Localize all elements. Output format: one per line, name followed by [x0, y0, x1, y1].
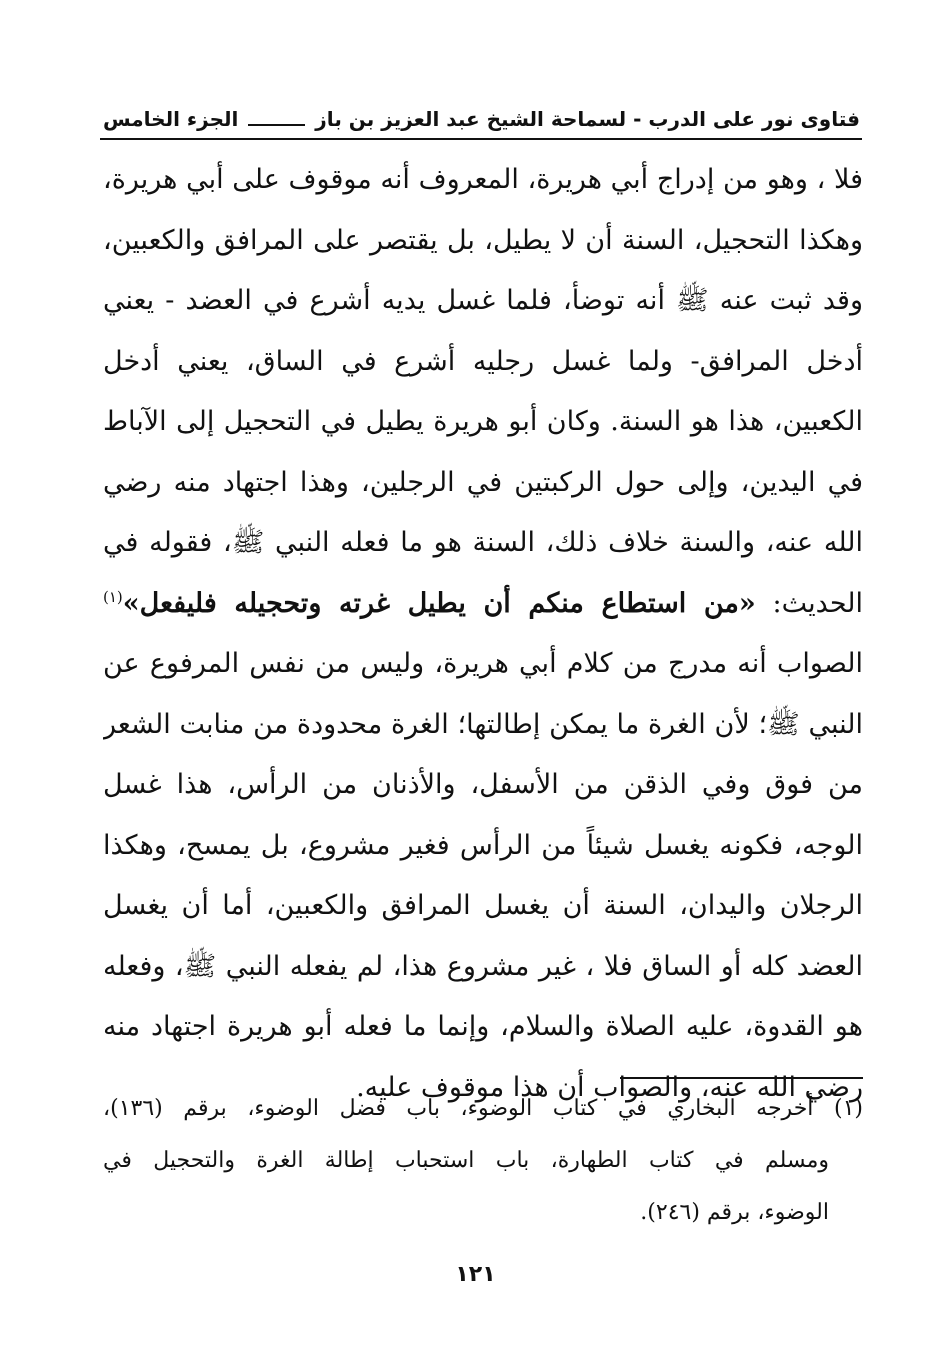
- header-title: فتاوى نور على الدرب - لسماحة الشيخ عبد العزيز بن باز: [315, 107, 860, 131]
- hadith-prefix: الحديث:: [755, 587, 863, 619]
- body-line: وهكذا التحجيل، السنة أن لا يطيل، بل يقتصر على المرافق والكعبين،: [103, 224, 863, 256]
- footnote-line: ومسلم في كتاب الطهارة، باب استحباب إطالة الغرة والتحجيل في: [103, 1148, 829, 1173]
- footnote-line: الوضوء، برقم (٢٤٦).: [640, 1200, 829, 1225]
- header-dash-rule: [248, 124, 305, 126]
- footnote-reference: (١): [103, 587, 123, 606]
- body-line: هو القدوة، عليه الصلاة والسلام، وإنما ما فعله أبو هريرة اجتهاد منه: [103, 1011, 863, 1042]
- hadith-line: [103, 574, 863, 635]
- body-line: الصواب أنه مدرج من كلام أبي هريرة، وليس من نفس المرفوع عن: [103, 648, 863, 679]
- body-line: أدخل المرافق- ولما غسل رجليه أشرع في الساق، يعني أدخل: [103, 345, 863, 377]
- body-line: الله عنه، والسنة خلاف ذلك، السنة هو ما فعله النبي ﷺ، فقوله في: [103, 527, 863, 558]
- hadith-quote: «من استطاع منكم أن يطيل غرته وتحجيله فليفعل»: [122, 587, 756, 619]
- running-header: [103, 92, 860, 132]
- footnote-separator: [620, 1077, 863, 1079]
- body-line: من فوق وفي الذقن من الأسفل، والأذنان من الرأس، هذا غسل: [103, 769, 863, 800]
- body-line: وقد ثبت عنه ﷺ أنه توضأ، فلما غسل يديه أشرع في العضد - يعني: [103, 285, 863, 316]
- body-text: [103, 150, 863, 1118]
- body-line: في اليدين، وإلى حول الركبتين في الرجلين، وهذا اجتهاد منه رضي: [103, 466, 863, 498]
- footnotes: [103, 1083, 863, 1239]
- header-divider: [100, 138, 862, 140]
- body-line: النبي ﷺ؛ لأن الغرة ما يمكن إطالتها؛ الغرة محدودة من منابت الشعر: [103, 708, 863, 740]
- body-line: الرجلان واليدان، السنة أن يغسل المرافق والكعبين، أما أن يغسل: [103, 890, 863, 921]
- header-part-label: الجزء الخامس: [103, 107, 239, 131]
- body-line: الوجه، فكونه يغسل شيئاً من الرأس فغير مشروع، بل يمسح، وهكذا: [103, 829, 863, 861]
- body-line: فلا ، وهو من إدراج أبي هريرة، المعروف أنه موقوف على أبي هريرة،: [103, 164, 863, 195]
- body-line: الكعبين، هذا هو السنة. وكان أبو هريرة يطيل في التحجيل إلى الآباط: [103, 406, 863, 437]
- footnote-line: (١) أخرجه البخاري في كتاب الوضوء، باب فضل الوضوء، برقم (١٣٦)،: [103, 1096, 863, 1121]
- body-line: العضد كله أو الساق فلا ، غير مشروع هذا، لم يفعله النبي ﷺ، وفعله: [103, 950, 863, 982]
- body-line: رضي الله عنه، والصواب أن هذا موقوف عليه.: [356, 1071, 863, 1103]
- page-number: ١٢١: [455, 1262, 496, 1287]
